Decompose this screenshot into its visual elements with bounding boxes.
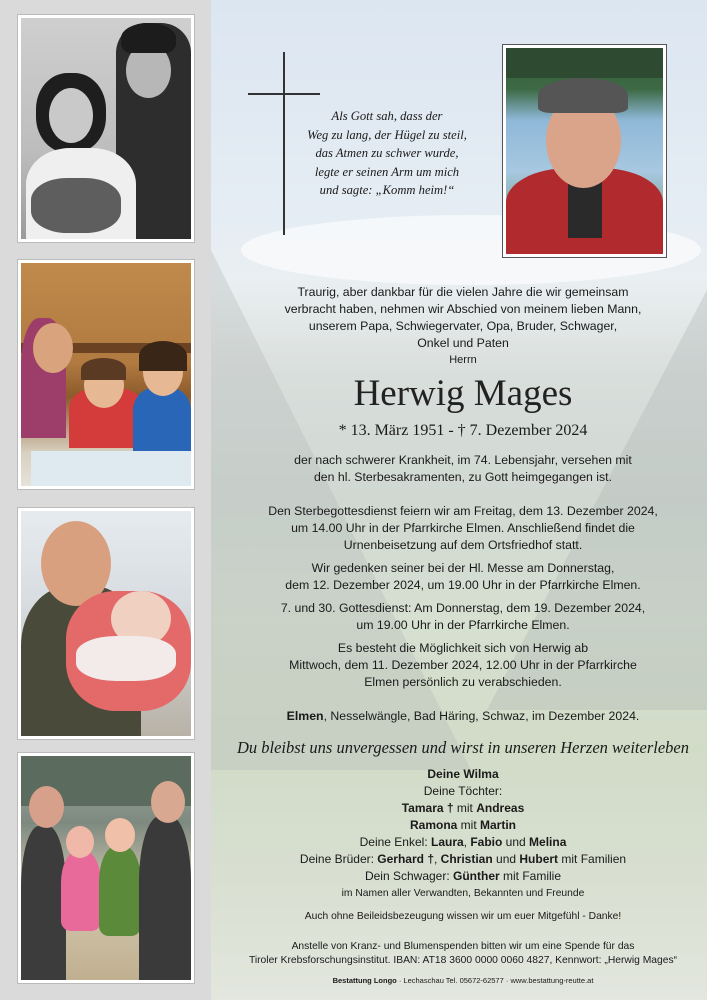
family-bench-photo (18, 753, 194, 983)
intro-text: Traurig, aber dankbar für die vielen Jahre die wir gemeinsam verbracht haben, nehmen wir Abschied von meinem lieben Mann, unserem Papa, Schwiegervater, Opa, Bruder, Schwager, Onkel und Paten (284, 285, 642, 350)
wedding-photo (18, 15, 194, 242)
motto: Du bleibst uns unvergessen und wirst in unseren Herzen weiterleben (236, 738, 689, 757)
service-info: 7. und 30. Gottesdienst: Am Donnerstag, dem 19. Dezember 2024, um 19.00 Uhr in der Pfarrkirche Elmen. (280, 601, 646, 632)
mass-info: Wir gedenken seiner bei der Hl. Messe am Donnerstag, dem 12. Dezember 2024, um 19.00 Uhr in der Pfarrkirche Elmen. (285, 561, 641, 592)
family-list: Deine Wilma Deine Töchter: Tamara † mit Andreas Ramona mit Martin Deine Enkel: Laura, Fabio und Melina Deine Brüder: Gerhard †, Christian und Hubert mit Familien Dein Schwager: Günther mit Familie im Namen aller Verwandten, Bekannten und Freunde (299, 767, 627, 899)
grandfather-baby-photo (18, 508, 194, 739)
thanks-text: Auch ohne Beileidsbezeugung wissen wir um euer Mitgefühl - Danke! (304, 911, 622, 922)
family-indoor-photo (18, 260, 194, 489)
cross-icon (283, 52, 285, 235)
places-date: Elmen, Nesselwängle, Bad Häring, Schwaz, im Dezember 2024. (286, 709, 640, 723)
portrait-photo (503, 45, 666, 257)
funeral-info: Den Sterbegottesdienst feiern wir am Freitag, dem 13. Dezember 2024, um 14.00 Uhr in der Pfarrkirche Elmen. Anschließend findet die Urnenbeisetzung auf dem Ortsfriedhof statt. (268, 504, 658, 552)
cross-icon-bar (248, 93, 320, 95)
footer: Bestattung Longo · Lechaschau Tel. 05672-62577 · www.bestattung-reutte.at (332, 976, 594, 985)
deceased-name: Herwig Mages (353, 373, 573, 414)
poem: Als Gott sah, dass der Weg zu lang, der Hügel zu steil, das Atmen zu schwer wurde, legte er seinen Arm um mich und sagte: „Komm heim!“ (307, 109, 467, 197)
farewell-info: Es besteht die Möglichkeit sich von Herwig ab Mittwoch, dem 11. Dezember 2024, 12.00 Uhr in der Pfarrkirche Elmen persönlich zu verabschieden. (289, 641, 637, 689)
life-dates: * 13. März 1951 - † 7. Dezember 2024 (338, 422, 588, 439)
salutation: Herrn (449, 354, 477, 366)
death-notice: der nach schwerer Krankheit, im 74. Lebensjahr, versehen mit den hl. Sterbesakramenten, zu Gott heimgegangen ist. (294, 453, 632, 484)
donation-text: Anstelle von Kranz- und Blumenspenden bitten wir um eine Spende für das Tiroler Krebsforschungsinstitut. IBAN: AT18 3600 0000 0060 4827, Kennwort: „Herwig Mages“ (248, 941, 678, 966)
